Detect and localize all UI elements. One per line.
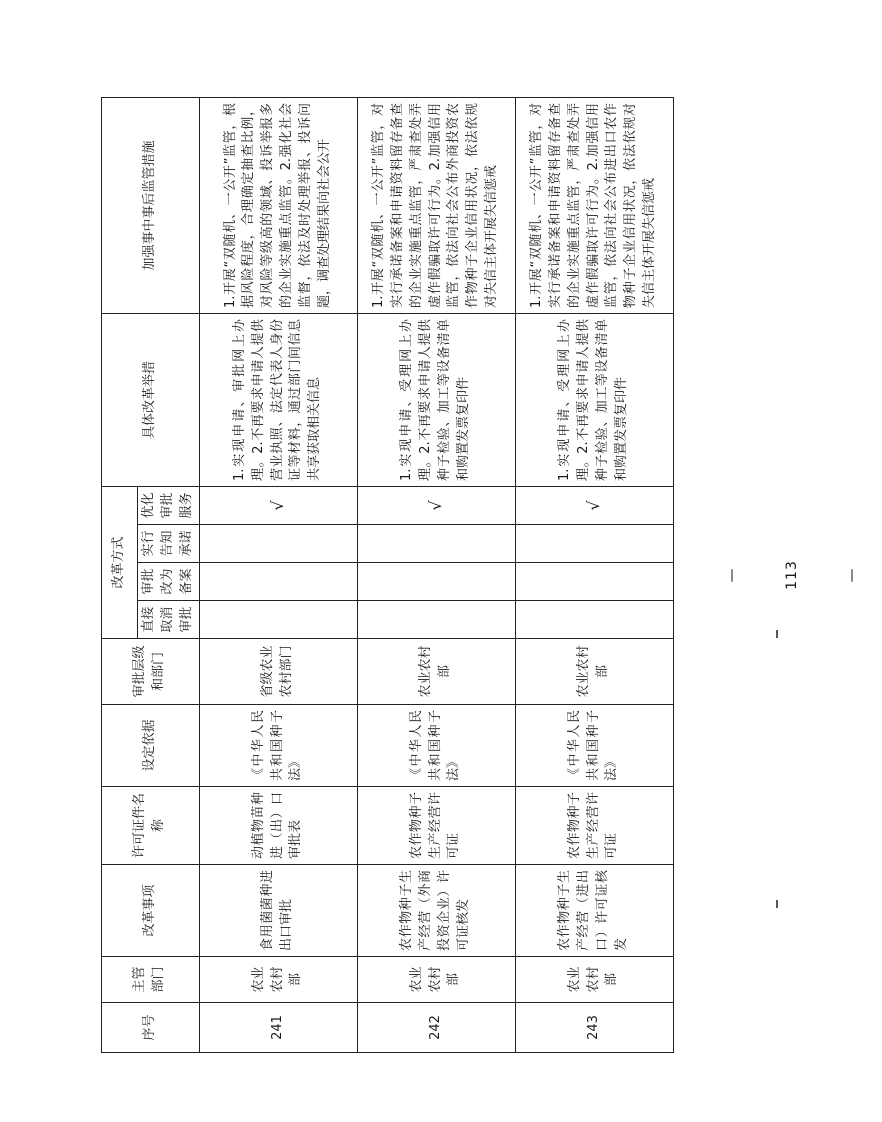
cell-item: 农作物种子生产经营（进出口）许可证核发 [515, 865, 673, 957]
cell-mode-notify [515, 525, 673, 563]
cell-basis: 《中华人民共和国种子法》 [357, 705, 515, 787]
header-license: 许可证件名称 [102, 787, 200, 865]
table-row [515, 97, 673, 1052]
cell-level: 省级农业农村部门 [199, 639, 357, 705]
cell-mode-cancel [357, 601, 515, 639]
rotated-page-content [101, 98, 671, 1053]
header-mode-group: 改革方式 [102, 486, 138, 638]
cell-mode-record [515, 563, 673, 601]
cell-supervision: 1.开展“双随机、一公开”监管，对实行承诺备案和申请资料留存备查的企业实施重点监管，严肃查处弄虚作假骗取许可行为。2.加强信用监管，依法向社会公布进出口农作物种子企业信用状况，依法依规对失信主体开展失信惩戒 [515, 97, 673, 313]
cell-dept: 农业农村部 [515, 957, 673, 1003]
cell-item: 农作物种子生产经营（外商投资企业）许可证核发 [357, 865, 515, 957]
header-measures: 具体改革举措 [102, 313, 200, 486]
table-row [357, 97, 515, 1052]
header-basis: 设定依据 [102, 705, 200, 787]
cell-supervision: 1.开展“双随机、一公开”监管，对实行承诺备案和申请资料留存备查的企业实施重点监管，严肃查处弄虚作假骗取许可行为。2.加强信用监管，依法向社会公布外商投资农作物种子企业信用状况，依法依规对失信主体开展失信惩戒 [357, 97, 515, 313]
cell-seq: 242 [357, 1003, 515, 1053]
cell-dept: 农业农村部 [357, 957, 515, 1003]
cell-basis: 《中华人民共和国种子法》 [515, 705, 673, 787]
cell-mode-record [357, 563, 515, 601]
header-mode-optimize: 优化审批服务 [138, 486, 200, 524]
cell-license: 农作物种子生产经营许可证 [515, 787, 673, 865]
edge-mark [776, 900, 778, 908]
cell-mode-cancel [515, 601, 673, 639]
table-row [199, 97, 357, 1052]
cell-license: 动植物苗种进（出）口审批表 [199, 787, 357, 865]
header-dept: 主管部门 [102, 957, 200, 1003]
header-supervision: 加强事中事后监管措施 [102, 97, 200, 313]
page-number: — 113 — [724, 560, 860, 590]
header-mode-notify: 实行告知承诺 [138, 525, 200, 563]
reform-table [101, 97, 674, 1053]
header-seq: 序号 [102, 1003, 200, 1053]
cell-seq: 241 [199, 1003, 357, 1053]
cell-level: 农业农村部 [357, 639, 515, 705]
cell-mode-notify [199, 525, 357, 563]
header-mode-record: 审批改为备案 [138, 563, 200, 601]
cell-basis: 《中华人民共和国种子法》 [199, 705, 357, 787]
cell-seq: 243 [515, 1003, 673, 1053]
cell-mode-record [199, 563, 357, 601]
cell-license: 农作物种子生产经营许可证 [357, 787, 515, 865]
edge-mark [776, 630, 778, 638]
check-mark-icon: √ [199, 486, 357, 524]
header-item: 改革事项 [102, 865, 200, 957]
cell-measures: 1.实现申请、审批网上办理。2.不再要求申请人提供营业执照、法定代表人身份证等材料，通过部门间信息共享获取相关信息 [199, 313, 357, 486]
check-mark-icon: √ [357, 486, 515, 524]
header-mode-cancel: 直接取消审批 [138, 601, 200, 639]
cell-mode-notify [357, 525, 515, 563]
cell-supervision: 1.开展“双随机、一公开”监管，根据风险程度，合理确定抽查比例，对风险等级高的领域、投诉举报多的企业实施重点监管。2.强化社会监督，依法及时处理举报、投诉问题，调查处理结果向社会公开 [199, 97, 357, 313]
header-row-top [102, 97, 138, 1052]
header-level: 审批层级和部门 [102, 639, 200, 705]
cell-level: 农业农村部 [515, 639, 673, 705]
check-mark-icon: √ [515, 486, 673, 524]
cell-item: 食用菌菌种进出口审批 [199, 865, 357, 957]
cell-measures: 1.实现申请、受理网上办理。2.不再要求申请人提供种子检验、加工等设备清单和购置发票复印件 [515, 313, 673, 486]
cell-dept: 农业农村部 [199, 957, 357, 1003]
cell-measures: 1.实现申请、受理网上办理。2.不再要求申请人提供种子检验、加工等设备清单和购置发票复印件 [357, 313, 515, 486]
cell-mode-cancel [199, 601, 357, 639]
